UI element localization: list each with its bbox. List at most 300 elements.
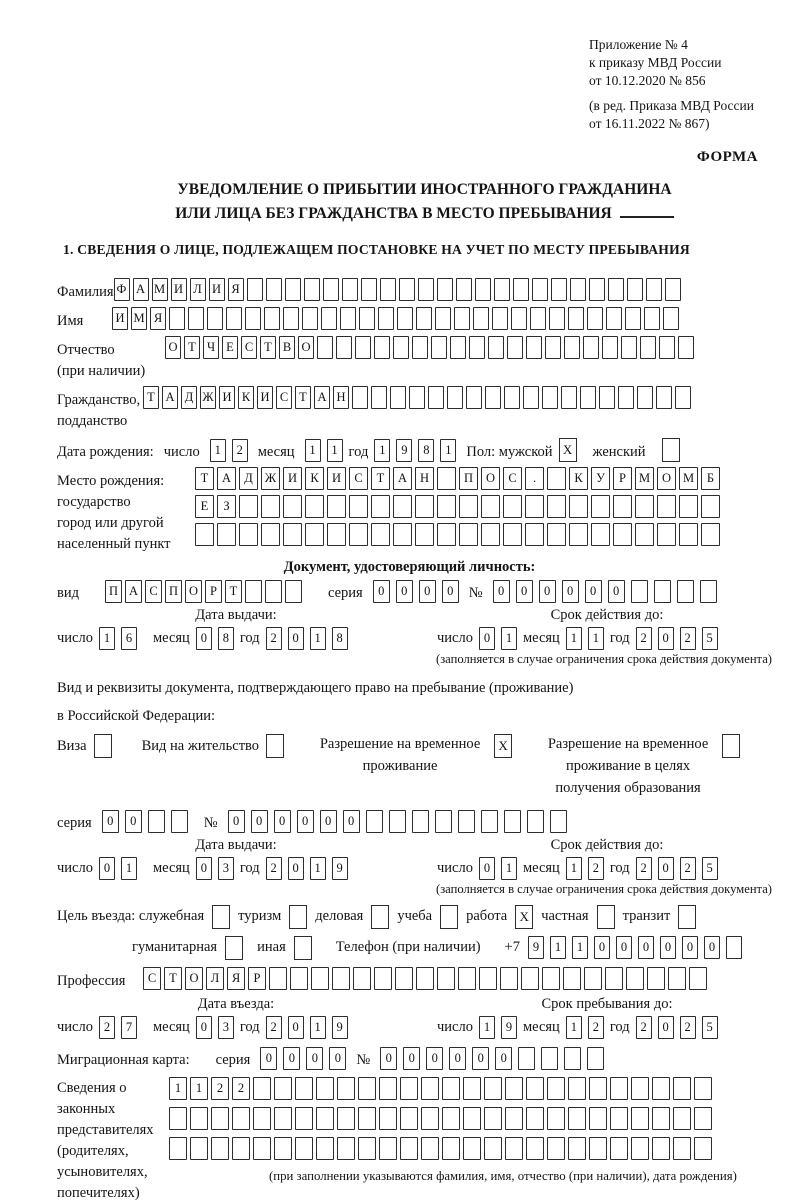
- char-cell[interactable]: [665, 278, 681, 301]
- char-cell[interactable]: 0: [228, 810, 245, 833]
- char-cell[interactable]: [437, 467, 456, 490]
- char-cell[interactable]: [358, 1107, 376, 1130]
- char-cell[interactable]: [701, 523, 720, 546]
- char-cell[interactable]: 0: [297, 810, 314, 833]
- char-cell[interactable]: [463, 1107, 481, 1130]
- char-cell[interactable]: [627, 278, 643, 301]
- char-cell[interactable]: [547, 523, 566, 546]
- char-cell[interactable]: [458, 967, 476, 990]
- char-cell[interactable]: 0: [479, 627, 495, 650]
- char-cell[interactable]: [379, 1077, 397, 1100]
- char-cell[interactable]: [290, 967, 308, 990]
- char-cell[interactable]: [663, 307, 679, 330]
- char-cell[interactable]: 5: [702, 857, 718, 880]
- char-cell[interactable]: [568, 1107, 586, 1130]
- char-cell[interactable]: Я: [228, 278, 244, 301]
- char-cell[interactable]: [511, 307, 527, 330]
- char-cell[interactable]: [679, 523, 698, 546]
- char-cell[interactable]: 1: [440, 439, 456, 462]
- char-cell[interactable]: А: [162, 386, 178, 409]
- char-cell[interactable]: [606, 307, 622, 330]
- char-cell[interactable]: [239, 523, 258, 546]
- char-cell[interactable]: [337, 1137, 355, 1160]
- char-cell[interactable]: 0: [329, 1047, 346, 1070]
- char-cell[interactable]: [374, 336, 390, 359]
- char-cell[interactable]: [421, 1107, 439, 1130]
- char-cell[interactable]: [305, 523, 324, 546]
- char-cell[interactable]: [195, 523, 214, 546]
- char-cell[interactable]: 0: [251, 810, 268, 833]
- char-cell[interactable]: 5: [702, 627, 718, 650]
- char-cell[interactable]: [726, 936, 742, 959]
- char-cell[interactable]: 3: [218, 857, 234, 880]
- char-cell[interactable]: [283, 307, 299, 330]
- char-cell[interactable]: 1: [310, 1016, 326, 1039]
- char-cell[interactable]: [380, 278, 396, 301]
- char-cell[interactable]: [304, 278, 320, 301]
- char-cell[interactable]: [148, 810, 165, 833]
- char-cell[interactable]: 0: [125, 810, 142, 833]
- char-cell[interactable]: [526, 1077, 544, 1100]
- char-cell[interactable]: [700, 580, 717, 603]
- char-cell[interactable]: [526, 336, 542, 359]
- char-cell[interactable]: [599, 386, 615, 409]
- char-cell[interactable]: Я: [227, 967, 245, 990]
- char-cell[interactable]: [547, 1107, 565, 1130]
- char-cell[interactable]: 9: [332, 1016, 348, 1039]
- char-cell[interactable]: [269, 967, 287, 990]
- char-cell[interactable]: 0: [493, 580, 510, 603]
- char-cell[interactable]: [169, 1137, 187, 1160]
- char-cell[interactable]: [435, 307, 451, 330]
- char-cell[interactable]: [416, 307, 432, 330]
- char-cell[interactable]: [459, 495, 478, 518]
- char-cell[interactable]: [415, 495, 434, 518]
- char-cell[interactable]: Н: [333, 386, 349, 409]
- char-cell[interactable]: [393, 523, 412, 546]
- char-cell[interactable]: [458, 810, 475, 833]
- char-cell[interactable]: [337, 1077, 355, 1100]
- char-cell[interactable]: [190, 1137, 208, 1160]
- char-cell[interactable]: [673, 1107, 691, 1130]
- char-cell[interactable]: [657, 523, 676, 546]
- char-cell[interactable]: Т: [195, 467, 214, 490]
- char-cell[interactable]: 0: [442, 580, 459, 603]
- char-cell[interactable]: [484, 1077, 502, 1100]
- purpose-official-checkbox[interactable]: [212, 905, 230, 929]
- char-cell[interactable]: [211, 1137, 229, 1160]
- char-cell[interactable]: 0: [403, 1047, 420, 1070]
- sex-male-checkbox[interactable]: X: [559, 438, 577, 462]
- char-cell[interactable]: [678, 336, 694, 359]
- char-cell[interactable]: [437, 523, 456, 546]
- char-cell[interactable]: [274, 1077, 292, 1100]
- char-cell[interactable]: 0: [396, 580, 413, 603]
- char-cell[interactable]: 2: [680, 627, 696, 650]
- char-cell[interactable]: [694, 1107, 712, 1130]
- char-cell[interactable]: 2: [636, 857, 652, 880]
- char-cell[interactable]: 2: [211, 1077, 229, 1100]
- char-cell[interactable]: [654, 580, 671, 603]
- char-cell[interactable]: [469, 336, 485, 359]
- char-cell[interactable]: 0: [608, 580, 625, 603]
- char-cell[interactable]: 2: [99, 1016, 115, 1039]
- char-cell[interactable]: [569, 523, 588, 546]
- char-cell[interactable]: [504, 810, 521, 833]
- char-cell[interactable]: [589, 278, 605, 301]
- char-cell[interactable]: [526, 1107, 544, 1130]
- char-cell[interactable]: 1: [310, 627, 326, 650]
- char-cell[interactable]: Т: [295, 386, 311, 409]
- char-cell[interactable]: 0: [373, 580, 390, 603]
- char-cell[interactable]: [652, 1137, 670, 1160]
- char-cell[interactable]: [656, 386, 672, 409]
- char-cell[interactable]: Ч: [203, 336, 219, 359]
- char-cell[interactable]: С: [241, 336, 257, 359]
- char-cell[interactable]: [479, 967, 497, 990]
- char-cell[interactable]: [261, 523, 280, 546]
- char-cell[interactable]: 1: [121, 857, 137, 880]
- char-cell[interactable]: [421, 1077, 439, 1100]
- char-cell[interactable]: [610, 1077, 628, 1100]
- char-cell[interactable]: [400, 1137, 418, 1160]
- char-cell[interactable]: [371, 386, 387, 409]
- char-cell[interactable]: [442, 1107, 460, 1130]
- char-cell[interactable]: [340, 307, 356, 330]
- char-cell[interactable]: [245, 307, 261, 330]
- char-cell[interactable]: [311, 967, 329, 990]
- char-cell[interactable]: 0: [426, 1047, 443, 1070]
- char-cell[interactable]: О: [165, 336, 181, 359]
- char-cell[interactable]: [532, 278, 548, 301]
- char-cell[interactable]: [285, 278, 301, 301]
- char-cell[interactable]: [549, 307, 565, 330]
- char-cell[interactable]: [332, 967, 350, 990]
- char-cell[interactable]: [488, 336, 504, 359]
- char-cell[interactable]: [285, 580, 302, 603]
- char-cell[interactable]: 0: [274, 810, 291, 833]
- char-cell[interactable]: О: [657, 467, 676, 490]
- char-cell[interactable]: 1: [566, 857, 582, 880]
- char-cell[interactable]: 0: [343, 810, 360, 833]
- char-cell[interactable]: Я: [150, 307, 166, 330]
- char-cell[interactable]: [526, 1137, 544, 1160]
- char-cell[interactable]: 0: [260, 1047, 277, 1070]
- char-cell[interactable]: 1: [99, 627, 115, 650]
- char-cell[interactable]: [190, 1107, 208, 1130]
- purpose-transit-checkbox[interactable]: [678, 905, 696, 929]
- char-cell[interactable]: [352, 386, 368, 409]
- char-cell[interactable]: С: [349, 467, 368, 490]
- char-cell[interactable]: 0: [479, 857, 495, 880]
- char-cell[interactable]: 0: [306, 1047, 323, 1070]
- char-cell[interactable]: Ж: [200, 386, 216, 409]
- char-cell[interactable]: [217, 523, 236, 546]
- char-cell[interactable]: [359, 307, 375, 330]
- char-cell[interactable]: [305, 495, 324, 518]
- char-cell[interactable]: [171, 810, 188, 833]
- char-cell[interactable]: [547, 495, 566, 518]
- char-cell[interactable]: 1: [190, 1077, 208, 1100]
- char-cell[interactable]: [547, 467, 566, 490]
- char-cell[interactable]: 0: [658, 1016, 674, 1039]
- char-cell[interactable]: [342, 278, 358, 301]
- char-cell[interactable]: [701, 495, 720, 518]
- char-cell[interactable]: [694, 1077, 712, 1100]
- char-cell[interactable]: О: [298, 336, 314, 359]
- char-cell[interactable]: [316, 1077, 334, 1100]
- char-cell[interactable]: [437, 967, 455, 990]
- temp-residence-education-checkbox[interactable]: [722, 734, 740, 758]
- char-cell[interactable]: [484, 1107, 502, 1130]
- char-cell[interactable]: 0: [594, 936, 610, 959]
- char-cell[interactable]: 2: [588, 1016, 604, 1039]
- char-cell[interactable]: О: [481, 467, 500, 490]
- char-cell[interactable]: [584, 967, 602, 990]
- char-cell[interactable]: 1: [566, 627, 582, 650]
- char-cell[interactable]: [621, 336, 637, 359]
- char-cell[interactable]: [226, 307, 242, 330]
- char-cell[interactable]: [374, 967, 392, 990]
- char-cell[interactable]: [668, 967, 686, 990]
- char-cell[interactable]: [503, 495, 522, 518]
- char-cell[interactable]: А: [125, 580, 142, 603]
- char-cell[interactable]: 1: [588, 627, 604, 650]
- char-cell[interactable]: А: [217, 467, 236, 490]
- char-cell[interactable]: 0: [585, 580, 602, 603]
- char-cell[interactable]: [568, 1137, 586, 1160]
- char-cell[interactable]: [564, 1047, 581, 1070]
- char-cell[interactable]: [302, 307, 318, 330]
- char-cell[interactable]: 2: [232, 1077, 250, 1100]
- char-cell[interactable]: 0: [320, 810, 337, 833]
- temp-residence-checkbox[interactable]: X: [494, 734, 512, 758]
- char-cell[interactable]: 0: [472, 1047, 489, 1070]
- char-cell[interactable]: [283, 523, 302, 546]
- purpose-tourism-checkbox[interactable]: [289, 905, 307, 929]
- char-cell[interactable]: [679, 495, 698, 518]
- char-cell[interactable]: К: [569, 467, 588, 490]
- char-cell[interactable]: [336, 336, 352, 359]
- char-cell[interactable]: 2: [232, 439, 248, 462]
- char-cell[interactable]: [631, 580, 648, 603]
- char-cell[interactable]: [264, 307, 280, 330]
- char-cell[interactable]: 0: [539, 580, 556, 603]
- char-cell[interactable]: [188, 307, 204, 330]
- char-cell[interactable]: 1: [501, 857, 517, 880]
- char-cell[interactable]: [456, 278, 472, 301]
- char-cell[interactable]: [459, 523, 478, 546]
- char-cell[interactable]: А: [393, 467, 412, 490]
- char-cell[interactable]: О: [185, 580, 202, 603]
- char-cell[interactable]: [608, 278, 624, 301]
- char-cell[interactable]: [513, 278, 529, 301]
- char-cell[interactable]: [437, 495, 456, 518]
- sex-female-checkbox[interactable]: [662, 438, 680, 462]
- char-cell[interactable]: [652, 1107, 670, 1130]
- char-cell[interactable]: [371, 523, 390, 546]
- char-cell[interactable]: К: [305, 467, 324, 490]
- char-cell[interactable]: 3: [218, 1016, 234, 1039]
- char-cell[interactable]: [626, 967, 644, 990]
- char-cell[interactable]: [494, 278, 510, 301]
- char-cell[interactable]: [415, 523, 434, 546]
- char-cell[interactable]: [652, 1077, 670, 1100]
- char-cell[interactable]: 2: [680, 857, 696, 880]
- char-cell[interactable]: [397, 307, 413, 330]
- char-cell[interactable]: Р: [248, 967, 266, 990]
- char-cell[interactable]: [542, 967, 560, 990]
- char-cell[interactable]: [525, 495, 544, 518]
- char-cell[interactable]: 1: [501, 627, 517, 650]
- char-cell[interactable]: [473, 307, 489, 330]
- char-cell[interactable]: [689, 967, 707, 990]
- char-cell[interactable]: Д: [239, 467, 258, 490]
- char-cell[interactable]: .: [525, 467, 544, 490]
- char-cell[interactable]: [492, 307, 508, 330]
- char-cell[interactable]: [503, 523, 522, 546]
- char-cell[interactable]: [631, 1107, 649, 1130]
- char-cell[interactable]: [295, 1137, 313, 1160]
- char-cell[interactable]: 9: [501, 1016, 517, 1039]
- char-cell[interactable]: [466, 386, 482, 409]
- char-cell[interactable]: [412, 810, 429, 833]
- char-cell[interactable]: [568, 1077, 586, 1100]
- char-cell[interactable]: Б: [701, 467, 720, 490]
- char-cell[interactable]: [442, 1077, 460, 1100]
- char-cell[interactable]: [518, 1047, 535, 1070]
- char-cell[interactable]: 8: [218, 627, 234, 650]
- char-cell[interactable]: Т: [184, 336, 200, 359]
- char-cell[interactable]: 0: [658, 627, 674, 650]
- char-cell[interactable]: 0: [516, 580, 533, 603]
- char-cell[interactable]: [551, 278, 567, 301]
- char-cell[interactable]: 0: [638, 936, 654, 959]
- char-cell[interactable]: [393, 495, 412, 518]
- char-cell[interactable]: П: [165, 580, 182, 603]
- char-cell[interactable]: 1: [310, 857, 326, 880]
- char-cell[interactable]: 2: [266, 627, 282, 650]
- char-cell[interactable]: [253, 1137, 271, 1160]
- char-cell[interactable]: [547, 1137, 565, 1160]
- char-cell[interactable]: И: [219, 386, 235, 409]
- char-cell[interactable]: [211, 1107, 229, 1130]
- char-cell[interactable]: [523, 386, 539, 409]
- char-cell[interactable]: 0: [288, 627, 304, 650]
- char-cell[interactable]: 1: [550, 936, 566, 959]
- char-cell[interactable]: И: [171, 278, 187, 301]
- char-cell[interactable]: 1: [572, 936, 588, 959]
- char-cell[interactable]: 1: [327, 439, 343, 462]
- char-cell[interactable]: [618, 386, 634, 409]
- char-cell[interactable]: [481, 810, 498, 833]
- char-cell[interactable]: О: [185, 967, 203, 990]
- char-cell[interactable]: 0: [660, 936, 676, 959]
- char-cell[interactable]: 7: [121, 1016, 137, 1039]
- char-cell[interactable]: [644, 307, 660, 330]
- char-cell[interactable]: [366, 810, 383, 833]
- char-cell[interactable]: И: [209, 278, 225, 301]
- char-cell[interactable]: [247, 278, 263, 301]
- char-cell[interactable]: [561, 386, 577, 409]
- char-cell[interactable]: [261, 495, 280, 518]
- char-cell[interactable]: 6: [121, 627, 137, 650]
- visa-checkbox[interactable]: [94, 734, 112, 758]
- char-cell[interactable]: 0: [658, 857, 674, 880]
- char-cell[interactable]: И: [257, 386, 273, 409]
- char-cell[interactable]: [283, 495, 302, 518]
- char-cell[interactable]: Т: [371, 467, 390, 490]
- char-cell[interactable]: [635, 495, 654, 518]
- char-cell[interactable]: [570, 278, 586, 301]
- char-cell[interactable]: [542, 386, 558, 409]
- char-cell[interactable]: А: [133, 278, 149, 301]
- char-cell[interactable]: [358, 1077, 376, 1100]
- char-cell[interactable]: 1: [374, 439, 390, 462]
- char-cell[interactable]: [635, 523, 654, 546]
- char-cell[interactable]: [435, 810, 452, 833]
- char-cell[interactable]: [550, 810, 567, 833]
- char-cell[interactable]: Т: [260, 336, 276, 359]
- char-cell[interactable]: [610, 1137, 628, 1160]
- char-cell[interactable]: Е: [195, 495, 214, 518]
- char-cell[interactable]: [232, 1137, 250, 1160]
- char-cell[interactable]: 0: [380, 1047, 397, 1070]
- char-cell[interactable]: [454, 307, 470, 330]
- char-cell[interactable]: 0: [288, 1016, 304, 1039]
- char-cell[interactable]: [431, 336, 447, 359]
- char-cell[interactable]: Д: [181, 386, 197, 409]
- char-cell[interactable]: Ф: [114, 278, 130, 301]
- purpose-study-checkbox[interactable]: [440, 905, 458, 929]
- char-cell[interactable]: [349, 495, 368, 518]
- char-cell[interactable]: [525, 523, 544, 546]
- char-cell[interactable]: 0: [196, 1016, 212, 1039]
- char-cell[interactable]: К: [238, 386, 254, 409]
- char-cell[interactable]: [361, 278, 377, 301]
- char-cell[interactable]: [591, 523, 610, 546]
- char-cell[interactable]: [418, 278, 434, 301]
- char-cell[interactable]: [447, 386, 463, 409]
- char-cell[interactable]: [694, 1137, 712, 1160]
- char-cell[interactable]: 9: [528, 936, 544, 959]
- char-cell[interactable]: [349, 523, 368, 546]
- char-cell[interactable]: [400, 1077, 418, 1100]
- char-cell[interactable]: Т: [164, 967, 182, 990]
- char-cell[interactable]: [504, 386, 520, 409]
- char-cell[interactable]: [610, 1107, 628, 1130]
- char-cell[interactable]: [673, 1077, 691, 1100]
- char-cell[interactable]: 9: [332, 857, 348, 880]
- char-cell[interactable]: Н: [415, 467, 434, 490]
- char-cell[interactable]: [400, 1107, 418, 1130]
- char-cell[interactable]: У: [591, 467, 610, 490]
- char-cell[interactable]: [589, 1107, 607, 1130]
- char-cell[interactable]: М: [131, 307, 147, 330]
- char-cell[interactable]: Р: [205, 580, 222, 603]
- char-cell[interactable]: [253, 1077, 271, 1100]
- char-cell[interactable]: 8: [418, 439, 434, 462]
- char-cell[interactable]: [530, 307, 546, 330]
- char-cell[interactable]: 1: [566, 1016, 582, 1039]
- char-cell[interactable]: [591, 495, 610, 518]
- char-cell[interactable]: С: [503, 467, 522, 490]
- char-cell[interactable]: [647, 967, 665, 990]
- char-cell[interactable]: [353, 967, 371, 990]
- char-cell[interactable]: [463, 1137, 481, 1160]
- char-cell[interactable]: [481, 523, 500, 546]
- char-cell[interactable]: [245, 580, 262, 603]
